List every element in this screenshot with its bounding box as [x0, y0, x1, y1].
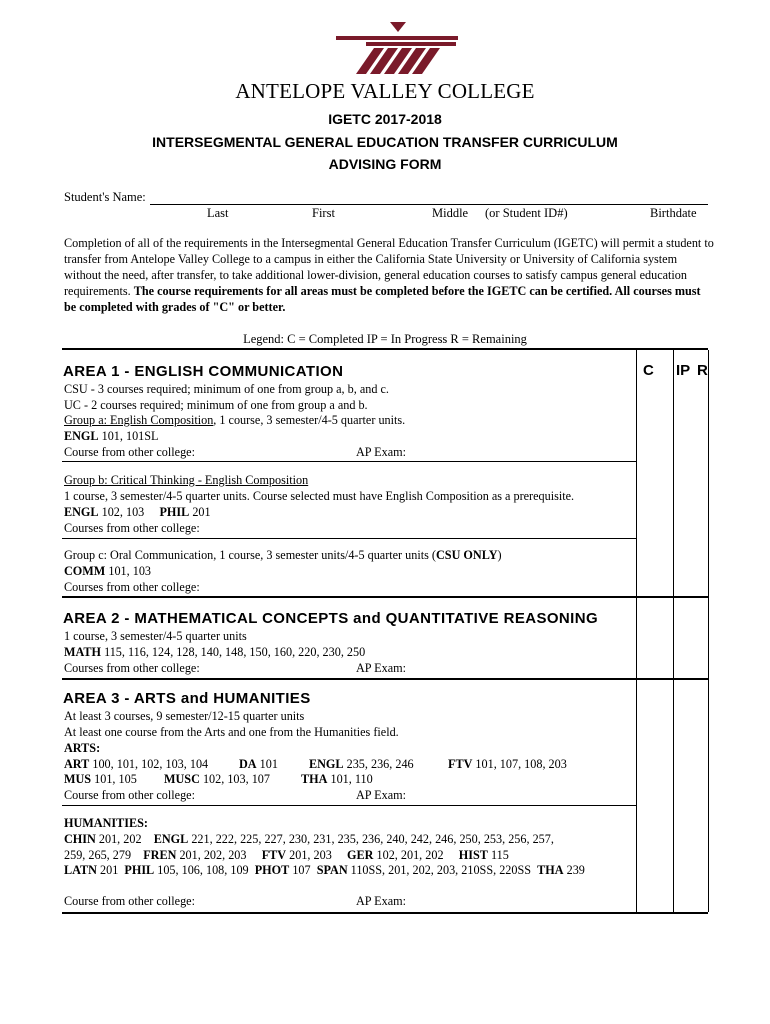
area1-csu: CSU - 3 courses required; minimum of one from group a, b, and c. [64, 382, 389, 396]
area3-mus: MUS 101, 105 [64, 772, 137, 786]
divider [62, 461, 636, 462]
area1-ap-exam: AP Exam: [356, 445, 406, 459]
area-divider [62, 596, 708, 598]
area1-title: AREA 1 - ENGLISH COMMUNICATION [63, 363, 344, 380]
area3-tha: THA 101, 110 [301, 772, 373, 786]
area3-title: AREA 3 - ARTS and HUMANITIES [63, 690, 311, 707]
divider [62, 805, 636, 806]
intro-paragraph [64, 235, 714, 315]
form-title-year: IGETC 2017-2018 [328, 111, 442, 127]
col-header-c: C [643, 362, 654, 379]
area-divider [62, 678, 708, 680]
area2-title: AREA 2 - MATHEMATICAL CONCEPTS and QUANTITATIVE REASONING [63, 610, 599, 627]
legend: Legend: C = Completed IP = In Progress R = Remaining [243, 332, 527, 346]
intro-text: Completion of all of the requirements in the Intersegmental General Education Transfer Curriculum (IGETC) will permit a student to transfer from Antelope Valley College to a campus in either the California State University or University of California system without the need, after transfer, to take additional lower-division, general education courses to satisfy campus general education requirements. [64, 236, 714, 298]
area2-units: 1 course, 3 semester/4-5 quarter units [64, 629, 247, 643]
area1-group-a: Group a: English Composition, 1 course, 3 semester/4-5 quarter units. [64, 413, 406, 427]
area3-humanities-label: HUMANITIES: [64, 816, 148, 830]
advising-table [62, 348, 708, 914]
area2-ap-exam: AP Exam: [356, 661, 406, 675]
student-id-label: (or Student ID#) [485, 206, 568, 220]
first-label: First [312, 206, 335, 220]
last-label: Last [207, 206, 229, 220]
middle-label: Middle [432, 206, 469, 220]
area3-da: DA 101 [239, 757, 278, 771]
area3-hum-line3: LATN 201 PHIL 105, 106, 108, 109 PHOT 107 SPAN 110SS, 201, 202, 203, 210SS, 220SS THA 239 [64, 863, 585, 877]
student-name-line[interactable] [150, 204, 708, 205]
area2-other: Courses from other college: [64, 661, 200, 675]
area1-group-b-title: Group b: Critical Thinking - English Composition [64, 473, 309, 487]
divider [62, 538, 636, 539]
intro-bold: The course requirements for all areas must be completed before the IGETC can be certified. All courses must be completed with grades of "C" or better. [64, 284, 701, 314]
area3-ftv: FTV 101, 107, 108, 203 [448, 757, 567, 771]
col-divider-r [708, 350, 709, 912]
area3-hum-ap-exam: AP Exam: [356, 894, 406, 908]
area3-req1: At least 3 courses, 9 semester/12-15 quarter units [64, 709, 305, 723]
area1-group-a-courses: ENGL 101, 101SL [64, 429, 159, 443]
area1-group-c-other: Courses from other college: [64, 580, 200, 594]
area1-group-b-other: Courses from other college: [64, 521, 200, 535]
area3-art: ART 100, 101, 102, 103, 104 [64, 757, 209, 771]
area1-group-b-courses: ENGL 102, 103 PHIL 201 [64, 505, 211, 519]
area3-arts-ap-exam: AP Exam: [356, 788, 406, 802]
col-divider-ip [673, 350, 674, 912]
area3-hum-line2: 259, 265, 279 FREN 201, 202, 203 FTV 201, 203 GER 102, 201, 202 HIST 115 [64, 848, 509, 862]
area1-group-b-units: 1 course, 3 semester/4-5 quarter units. Course selected must have English Composition as a prerequisite. [64, 489, 575, 503]
col-header-r: R [697, 362, 708, 379]
col-header-ip: IP [676, 362, 691, 379]
college-name: ANTELOPE VALLEY COLLEGE [235, 79, 535, 103]
area3-musc: MUSC 102, 103, 107 [164, 772, 270, 786]
area3-arts-label: ARTS: [64, 741, 101, 755]
area3-engl: ENGL 235, 236, 246 [309, 757, 414, 771]
area3-hum-line1: CHIN 201, 202 ENGL 221, 222, 225, 227, 230, 231, 235, 236, 240, 242, 246, 250, 253, 256, 257, [64, 832, 554, 846]
student-name-label: Student's Name: [64, 190, 146, 204]
college-logo [336, 22, 458, 74]
birthdate-label: Birthdate [650, 206, 697, 220]
area1-group-c-courses: COMM 101, 103 [64, 564, 151, 578]
area3-arts-other: Course from other college: [64, 788, 195, 802]
area3-hum-other: Course from other college: [64, 894, 195, 908]
form-title-curriculum: INTERSEGMENTAL GENERAL EDUCATION TRANSFER CURRICULUM [152, 134, 618, 150]
area1-group-c: Group c: Oral Communication, 1 course, 3 semester units/4-5 quarter units (CSU ONLY) [64, 548, 502, 562]
area1-other-college: Course from other college: [64, 445, 195, 459]
col-divider-c [636, 350, 637, 912]
area2-courses: MATH 115, 116, 124, 128, 140, 148, 150, 160, 220, 230, 250 [64, 645, 366, 659]
area3-req2: At least one course from the Arts and one from the Humanities field. [64, 725, 399, 739]
area1-uc: UC - 2 courses required; minimum of one from group a and b. [64, 398, 368, 412]
form-title-advising: ADVISING FORM [328, 156, 442, 172]
